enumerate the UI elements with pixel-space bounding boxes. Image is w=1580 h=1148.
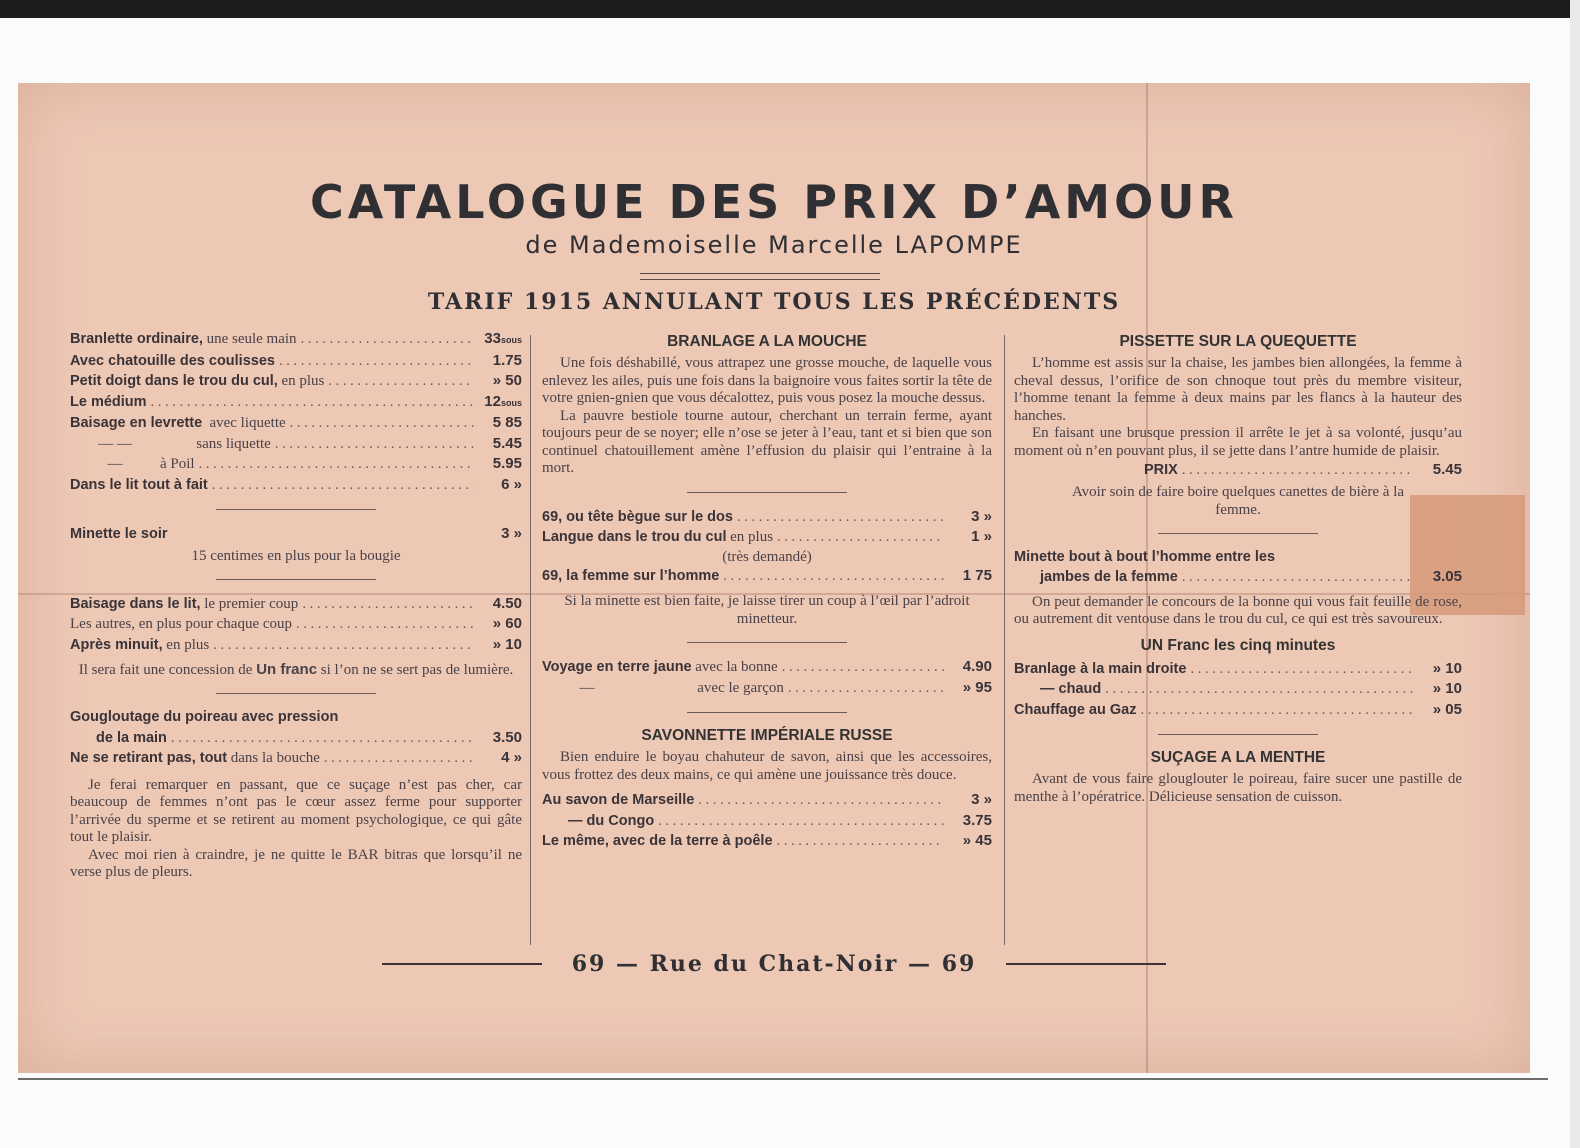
price-row: Après minuit, en plus . . . » 10 xyxy=(70,635,522,656)
price-row: Chauffage au Gaz . . . » 05 xyxy=(1014,700,1462,721)
price-row: Le médium . . . 12sous xyxy=(70,392,522,414)
bougie-note: 15 centimes en plus pour la bougie xyxy=(191,547,401,564)
bonne-paragraph: On peut demander le concours de la bonne qui vous fait feuille de rose, ou autrement dit ventouse dans le trou du cul, ce qui est très savoureux. xyxy=(1014,593,1462,627)
scan-right-edge xyxy=(1570,0,1580,1148)
page-subtitle: de Mademoiselle Marcelle LAPOMPE xyxy=(525,231,1023,259)
minette-note: Si la minette est bien faite, je laisse tirer un coup à l’œil par l’adroit minetteur. xyxy=(564,593,970,627)
price-row: de la main . . . 3.50 xyxy=(70,728,522,749)
address-text: 69 — Rue du Chat-Noir — 69 xyxy=(571,951,977,977)
scan-bottom-rule xyxy=(18,1078,1548,1080)
middle-column xyxy=(542,329,992,852)
price-row: — avec le garçon . . . » 95 xyxy=(542,678,992,699)
biere-note: Avoir soin de faire boire quelques canettes de bière à la femme. xyxy=(1071,483,1405,518)
price-row: Au savon de Marseille . . . 3 » xyxy=(542,790,992,811)
footer-address xyxy=(18,949,1530,979)
price-row: Branlette ordinaire, une seule main . . . 33sous xyxy=(70,329,522,351)
price-row: Branlage à la main droite . . . » 10 xyxy=(1014,659,1462,680)
page-title: CATALOGUE DES PRIX D’AMOUR xyxy=(310,175,1238,229)
right-column xyxy=(1014,329,1462,806)
price-row: jambes de la femme . . . 3.05 xyxy=(1014,567,1462,588)
suçage-paragraph: Je ferai remarquer en passant, que ce suçage n’est pas cher, car beaucoup de femmes n’ont pas le cœur assez ferme pour supporter l’arrivée du sperme et se retirent au moment psychologique, ce qui gâte tout le plaisir. xyxy=(70,776,522,845)
section-heading: SUÇAGE A LA MENTHE xyxy=(1150,749,1326,766)
concession-note: Il sera fait une concession de Un franc si l’on ne se sert pas de lumière. xyxy=(78,661,514,678)
price-row: 69, la femme sur l’homme . . . 1 75 xyxy=(542,566,992,587)
price-row: Le même, avec de la terre à poêle . . . » 45 xyxy=(542,831,992,852)
price-row: Les autres, en plus pour chaque coup . . . » 60 xyxy=(70,614,522,635)
price-row: — à Poil . . . 5.95 xyxy=(70,454,522,475)
tarif-heading: TARIF 1915 ANNULANT TOUS LES PRÉCÉDENTS xyxy=(427,289,1121,315)
bar-paragraph: Avec moi rien à craindre, je ne quitte le BAR bitras que lorsqu’il ne verse plus de pleurs. xyxy=(70,846,522,880)
mouche-paragraph-2: La pauvre bestiole tourne autour, cherchant un terrain ferme, ayant toujours peur de se noyer; elle n’ose se jeter à l’eau, tant et si bien que son continuel chatouillement amène l’effusion du plaisir qui l’entraine à la mort. xyxy=(542,407,992,476)
section-heading: PISSETTE SUR LA QUEQUETTE xyxy=(1119,333,1357,350)
price-row: Minette le soir 3 » xyxy=(70,525,522,542)
price-row: — du Congo . . . 3.75 xyxy=(542,811,992,832)
ornament-right-icon xyxy=(1006,963,1166,965)
column-divider-1 xyxy=(530,335,531,945)
price-row: — — sans liquette . . . 5.45 xyxy=(70,434,522,455)
price-row: Baisage en levrette avec liquette . . . 5 85 xyxy=(70,413,522,434)
section-divider xyxy=(687,712,847,713)
section-divider xyxy=(687,642,847,643)
tres-demande-note: (très demandé) xyxy=(722,548,812,565)
section-divider xyxy=(687,492,847,493)
title-divider xyxy=(640,273,880,280)
price-row: 69, ou tête bègue sur le dos . . . 3 » xyxy=(542,507,992,528)
price-row: Langue dans le trou du cul en plus . . . 1 » xyxy=(542,527,992,548)
pissette-paragraph-2: En faisant une brusque pression il arrête le jet à sa volonté, jusqu’au moment où n’en pouvant plus, il se jette dans l’antre humide de plaisir. xyxy=(1014,425,1462,459)
price-row: Gougloutage du poireau avec pression xyxy=(70,709,339,725)
pissette-paragraph-1: L’homme est assis sur la chaise, les jambes bien allongées, la femme à cheval dessus, l’orifice de son chnoque tout près du membre visiteur, l’homme tenant la femme à deux mains par les flancs à la hauteur des hanches. xyxy=(1014,355,1462,424)
left-column xyxy=(70,329,522,882)
section-heading: UN Franc les cinq minutes xyxy=(1140,636,1336,654)
price-row: — chaud . . . » 10 xyxy=(1014,679,1462,700)
price-row: Minette bout à bout l’homme entre les xyxy=(1014,548,1276,565)
section-heading: SAVONNETTE IMPÉRIALE RUSSE xyxy=(641,727,893,744)
section-divider xyxy=(1158,533,1318,534)
price-row: Ne se retirant pas, tout dans la bouche . . . 4 » xyxy=(70,748,522,769)
section-divider xyxy=(216,509,376,510)
price-row: Petit doigt dans le trou du cul, en plus . . . » 50 xyxy=(70,371,522,392)
price-row: Baisage dans le lit, le premier coup . . . 4.50 xyxy=(70,594,522,615)
savonnette-paragraph: Bien enduire le boyau chahuteur de savon, ainsi que les accessoires, vous frottez des deux mains, ce qui amène une jouissance très douce. xyxy=(542,749,992,783)
price-row: Voyage en terre jaune avec la bonne . . . 4.90 xyxy=(542,657,992,678)
catalogue-sheet xyxy=(18,83,1530,1073)
section-heading: BRANLAGE A LA MOUCHE xyxy=(667,333,867,350)
price-row: Dans le lit tout à fait . . . 6 » xyxy=(70,475,522,496)
ornament-left-icon xyxy=(382,963,542,965)
section-divider xyxy=(216,579,376,580)
menthe-paragraph: Avant de vous faire glouglouter le poireau, faire sucer une pastille de menthe à l’opératrice. Délicieuse sensation de cuisson. xyxy=(1014,771,1462,805)
mouche-paragraph-1: Une fois déshabillé, vous attrapez une grosse mouche, de laquelle vous enlevez les ailes, puis une fois dans la baignoire vous faites sortir la tête de votre gnien-gnien que vous décalottez, puis vous posez la mouche dessus. xyxy=(542,355,992,406)
price-row: Avec chatouille des coulisses . . . 1.75 xyxy=(70,351,522,372)
section-divider xyxy=(216,693,376,694)
price-row: PRIX . . . 5.45 xyxy=(1014,460,1462,481)
section-divider xyxy=(1158,734,1318,735)
column-divider-2 xyxy=(1004,335,1005,945)
scan-top-edge xyxy=(0,0,1580,18)
